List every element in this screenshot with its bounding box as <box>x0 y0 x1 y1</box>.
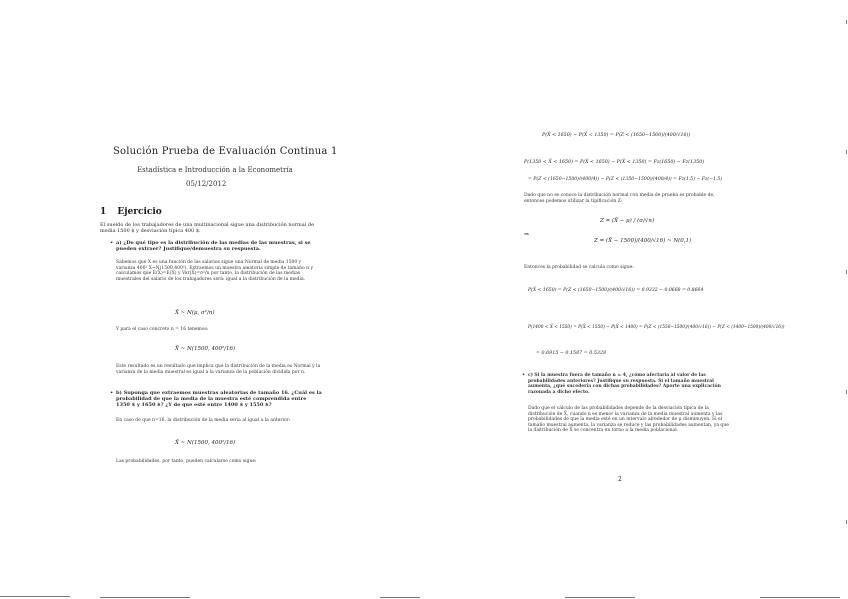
formula-n16-repeat: X̄ ~ N(1500, 400²/16) <box>175 440 236 446</box>
scan-edge-mark <box>846 520 847 524</box>
equation-probability-1: P(X̄ < 1650) = P(Z < (1650−1500)/(400/√16)) = 0.9332 − 0.0668 = 0.8664 <box>528 288 704 293</box>
course-name: Estadística e Introducción a la Econometría <box>137 166 293 174</box>
scan-edge-mark <box>846 270 847 274</box>
scan-edge-mark <box>0 596 70 597</box>
equation-z-distribution: Z = (X̄ − 1500)/(400/√16) ~ N(0,1) <box>594 238 692 244</box>
equation-probability-2: P(1400 < X̄ < 1550) = P(X̄ < 1550) − P(X̄ < 1400) = P(Z < (1550−1500)/(400/√16)) − P(Z < (1400−1500)/(400/√16)) <box>528 325 785 330</box>
formula-n16: X̄ ~ N(1500, 400²/16) <box>175 346 236 352</box>
scan-edge-mark <box>760 597 840 598</box>
scan-edge-mark <box>100 597 190 598</box>
sample-size-label: Y para el caso concreto n = 16 tenemos: <box>116 327 209 332</box>
section-title: Ejercicio <box>117 207 162 217</box>
equation-3: = P(Z < (1650−1500)/(400/4)) − P(Z < (1350−1500)/(400/4)) = Fz(1.5) − Fz(−1.5) <box>528 177 723 182</box>
page-number: 2 <box>618 476 622 483</box>
question-b-end: Las probabilidades, por tanto, pueden calcularse como sigue: <box>116 459 257 464</box>
section-heading <box>100 207 162 217</box>
equation-2: P(1350 < X̄ < 1650) = P(X̄ < 1650) − P(X̄ < 1350) = Fz(1650) − Fz(1350) <box>524 160 705 165</box>
question-b: • b) Suponga que extraemos muestras aleatorias de tamaño 16. ¿Cuál es la probabilidad de que la media de la muestra esté comprendida entre 1350 $ y 1650 $? ¿Y de que esté entre 1400 $ y 1550 $? <box>116 390 322 409</box>
document-page-right <box>424 0 848 599</box>
formula-sampling-distribution: X̄ ~ N(μ, σ²/n) <box>175 310 215 316</box>
equation-1: P(X̄ < 1650) − P(X̄ < 1350) = P(Z < (1650−1500)/(400/√16)) <box>542 133 691 138</box>
question-b-intro: En caso de que n=16, la distribución de la media sería al igual a la anterior: <box>116 418 291 423</box>
scan-edge-mark <box>846 20 847 24</box>
equation-z-standard: Z = (X̄ − μ) / (σ/√n) <box>600 218 655 224</box>
question-a: • a) ¿De qué tipo es la distribución de las medias de las muestras, si se pueden extraer? Justifique/demuestra su respuesta. <box>116 240 322 252</box>
implies-arrow: ⇒ <box>524 231 530 238</box>
page-title: Solución Prueba de Evaluación Continua 1 <box>113 146 338 157</box>
tipificacion-text: Dado que no se conoce la distribución normal con media de prueba es probable de, entonces podemos utilizar la tipificación Z: <box>524 193 715 204</box>
probability-intro: Entonces la probabilidad se calcula como sigue: <box>524 265 634 270</box>
section-number: 1 <box>100 207 107 217</box>
equation-probability-3: = 0.6915 − 0.1587 = 0.5328 <box>536 351 607 356</box>
exercise-intro: El sueldo de los trabajadores de una multinacional sigue una distribución normal de media 1500 $ y desviación típica 400 $. <box>100 222 315 235</box>
question-a-note: Este resultado es un resultado que implica que la distribución de la media es Normal y la varianza de la media muestral es igual a la varianza de la población dividida por n. <box>116 364 321 375</box>
question-c: • c) Si la muestra fuera de tamaño n = 4, ¿cómo afectaría al valor de las probabilidades anteriores? Justifique su respuesta. Si el tamaño muestral aumenta, ¿qué sucedería con dichas probabilidades? Aporte una explicación razonada a dicho efecto. <box>528 373 730 395</box>
scan-edge-mark <box>565 597 635 598</box>
document-date: 05/12/2012 <box>186 180 227 188</box>
question-c-answer: Dado que el cálculo de las probabilidades depende de la desviación típica de la distribución de X̄, cuando n es menor la varianza de la media muestral aumenta y las probabilidades de que la media esté en un intervalo alrededor de μ disminuyen. Si el tamaño muestral aumenta, la varianza se reduce y las probabilidades aumentan, ya que la distribución de X̄ se concentra en torno a la media poblacional. <box>528 406 729 434</box>
scan-edge-mark <box>846 390 847 394</box>
question-a-answer: Sabemos que X es una función de las salarios sigue una Normal de media 1500 y varianza 400² X~N(1500,400²). Extraemos un muestra aleatoria simple de tamaño n y calculamos que E(X̄)=E(X) y Var(X̄)=σ²/n por tanto, la distribución de las medias muestrales del salario de los trabajadores será: igual a la distribución de la media. <box>116 260 313 282</box>
scan-edge-mark <box>846 150 847 154</box>
scan-edge-mark <box>380 597 420 598</box>
